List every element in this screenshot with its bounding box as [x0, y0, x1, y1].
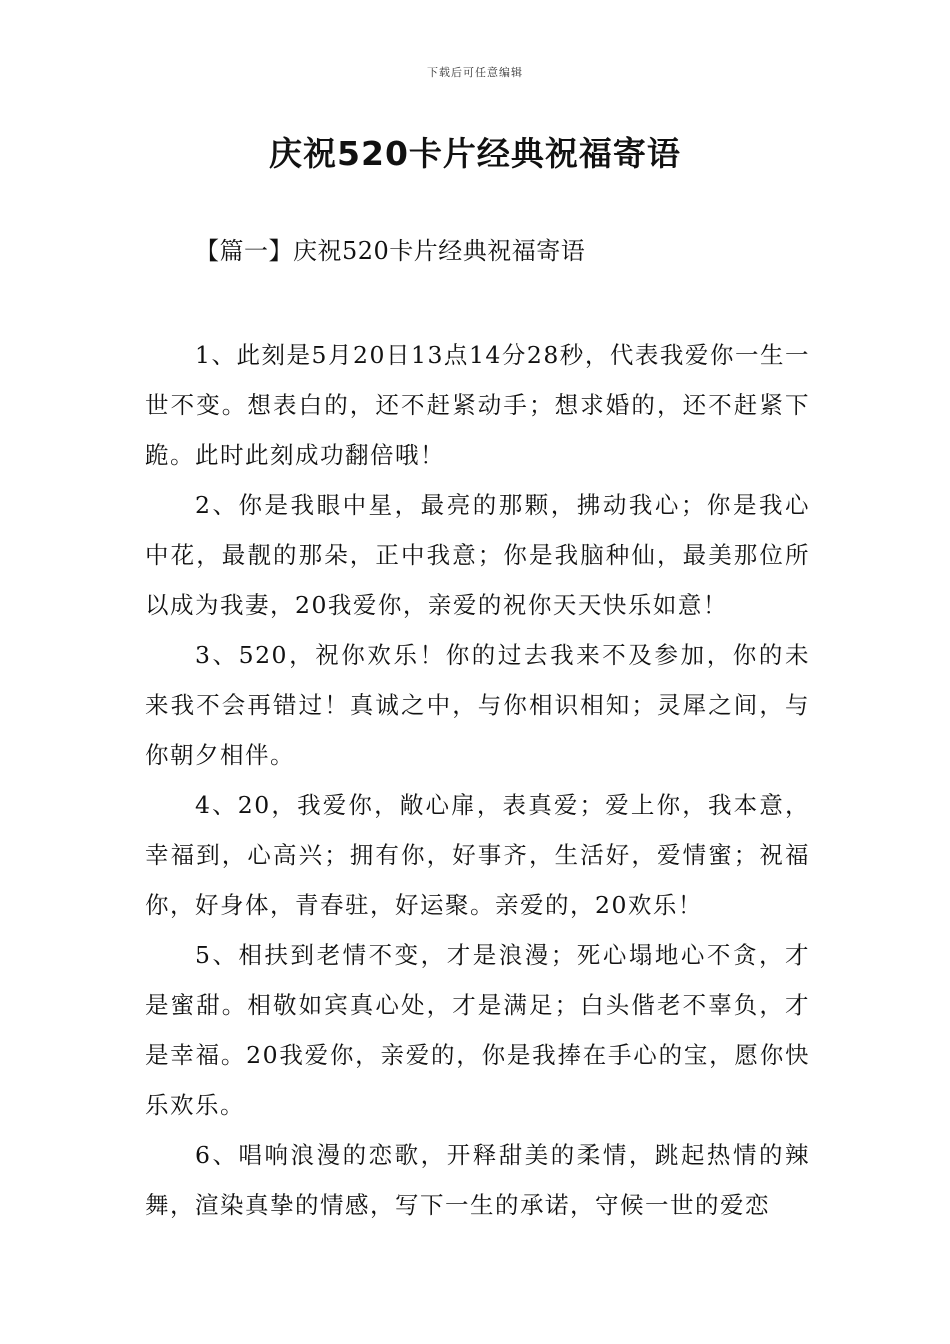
paragraph-5: 5、相扶到老情不变，才是浪漫；死心塌地心不贪，才是蜜甜。相敬如宾真心处，才是满足；白头偕老不辜负，才是幸福。20我爱你，亲爱的，你是我捧在手心的宝，愿你快乐欢乐。: [145, 941, 810, 1119]
document-title: 庆祝520卡片经典祝福寄语: [269, 134, 681, 173]
header-note: 下载后可任意编辑: [427, 66, 523, 79]
paragraph-2: 2、你是我眼中星，最亮的那颗，拂动我心；你是我心中花，最靓的那朵，正中我意；你是我脑种仙，最美那位所以成为我妻，20我爱你，亲爱的祝你天天快乐如意！: [145, 491, 810, 619]
paragraph-6: 6、唱响浪漫的恋歌，开释甜美的柔情，跳起热情的辣舞，渲染真挚的情感，写下一生的承诺，守候一世的爱恋: [145, 1141, 810, 1219]
paragraph-3: 3、520，祝你欢乐！你的过去我来不及参加，你的未来我不会再错过！真诚之中，与你相识相知；灵犀之间，与你朝夕相伴。: [145, 641, 810, 769]
paragraph-1: 1、此刻是5月20日13点14分28秒，代表我爱你一生一世不变。想表白的，还不赶紧动手；想求婚的，还不赶紧下跪。此时此刻成功翻倍哦！: [145, 341, 810, 469]
paragraph-4: 4、20，我爱你，敞心扉，表真爱；爱上你，我本意，幸福到，心高兴；拥有你，好事齐，生活好，爱情蜜；祝福你，好身体，青春驻，好运聚。亲爱的，20欢乐！: [145, 791, 810, 919]
section-heading: 【篇一】庆祝520卡片经典祝福寄语: [195, 237, 586, 265]
document-body: [145, 330, 810, 1230]
